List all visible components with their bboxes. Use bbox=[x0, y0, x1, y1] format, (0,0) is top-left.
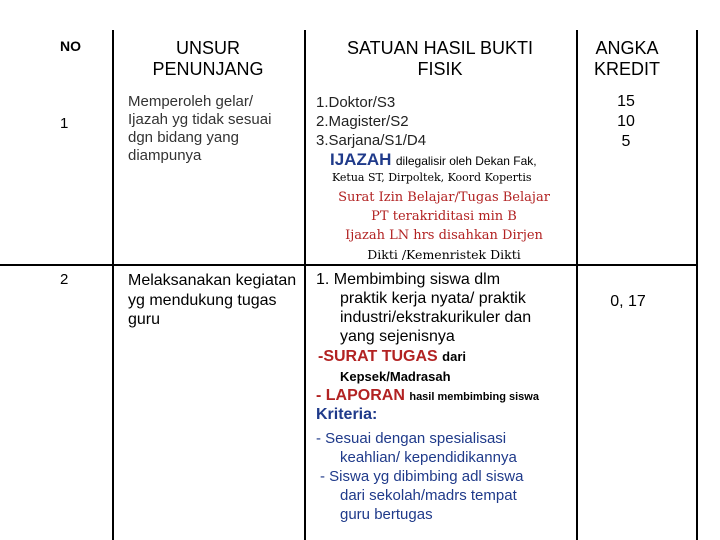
unsur-text: Memperoleh gelar/ Ijazah yg tidak sesuai dgn bidang yang diampunya bbox=[128, 93, 272, 164]
activity-item bbox=[316, 270, 531, 346]
criteria-line: - Siswa yg dibimbing adl siswa bbox=[320, 468, 524, 485]
surat-tugas-suffix: dari bbox=[442, 349, 466, 364]
red-note: Ijazah LN hrs disahkan Dirjen bbox=[345, 228, 543, 243]
degree-item: 1.Doktor/S3 bbox=[316, 94, 396, 111]
degree-item: 2.Magister/S2 bbox=[316, 113, 409, 130]
header-no: NO bbox=[60, 38, 81, 54]
red-note: Surat Izin Belajar/Tugas Belajar bbox=[338, 190, 550, 205]
credit-value: 10 bbox=[617, 113, 635, 130]
laporan-suffix: hasil membimbing siswa bbox=[409, 391, 539, 403]
activity-line: praktik kerja nyata/ praktik bbox=[340, 290, 526, 307]
red-note: PT terakriditasi min B bbox=[371, 209, 517, 224]
surat-tugas-line bbox=[318, 348, 466, 366]
surat-tugas-line-2: Kepsek/Madrasah bbox=[340, 369, 451, 384]
criteria-line: keahlian/ kependidikannya bbox=[340, 449, 517, 466]
criteria-line: - Sesuai dengan spesialisasi bbox=[316, 430, 507, 447]
row-number: 1 bbox=[60, 115, 69, 132]
column-divider bbox=[576, 30, 578, 540]
header-satuan: SATUAN HASIL BUKTI FISIK bbox=[346, 38, 534, 79]
degree-list bbox=[316, 93, 426, 150]
column-divider bbox=[696, 30, 698, 540]
header-angka: ANGKA KREDIT bbox=[593, 38, 660, 79]
ijazah-note: dilegalisir oleh Dekan Fak, bbox=[395, 154, 537, 168]
header-unsur: UNSUR PENUNJANG bbox=[152, 38, 264, 79]
kriteria-heading: Kriteria: bbox=[316, 406, 378, 423]
laporan-line bbox=[316, 387, 539, 405]
credit-value: 5 bbox=[621, 133, 631, 150]
laporan-word: - LAPORAN bbox=[316, 387, 405, 404]
credit-value: 15 bbox=[617, 93, 635, 110]
column-divider bbox=[304, 30, 306, 540]
degree-item: 3.Sarjana/S1/D4 bbox=[316, 132, 427, 149]
activity-line: yang sejenisnya bbox=[340, 328, 455, 345]
credit-list bbox=[600, 92, 652, 152]
criteria-line: guru bertugas bbox=[340, 506, 433, 523]
activity-line: industri/ekstrakurikuler dan bbox=[340, 309, 532, 326]
red-note: Dikti /Kemenristek Dikti bbox=[367, 247, 521, 262]
criteria-line: dari sekolah/madrs tempat bbox=[340, 487, 517, 504]
ijazah-line bbox=[330, 150, 537, 170]
credit-value: 0, 17 bbox=[610, 293, 646, 310]
surat-tugas-word: -SURAT TUGAS bbox=[318, 348, 438, 365]
red-notes bbox=[312, 188, 576, 264]
column-divider bbox=[112, 30, 114, 540]
unsur-text: Melaksanakan kegiatan yg mendukung tugas guru bbox=[128, 272, 297, 328]
row-divider bbox=[0, 264, 698, 266]
criteria-list bbox=[316, 429, 523, 524]
activity-line: 1. Membimbing siswa dlm bbox=[316, 271, 501, 288]
ijazah-word: IJAZAH bbox=[330, 150, 392, 169]
row-number: 2 bbox=[60, 271, 69, 288]
ijazah-note-2: Ketua ST, Dirpoltek, Koord Kopertis bbox=[332, 171, 532, 184]
